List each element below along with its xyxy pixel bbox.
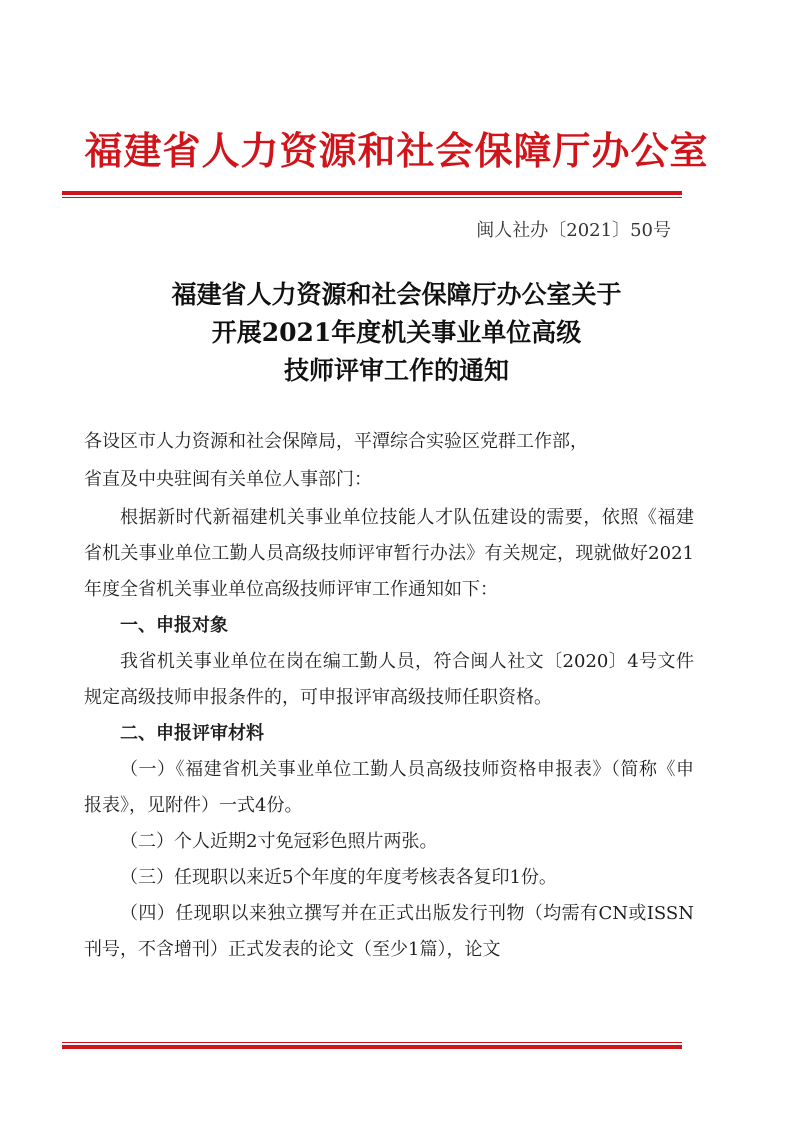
section-2-item-1: （一）《福建省机关事业单位工勤人员高级技师资格申报表》（简称《申报表》，见附件）一式4份。 <box>84 759 694 816</box>
section-1-text: 我省机关事业单位在岗在编工勤人员，符合闽人社文〔2020〕4号文件规定高级技师申报条件的，可申报评审高级技师任职资格。 <box>84 651 694 708</box>
title-line-2: 开展2021年度机关事业单位高级 <box>211 318 582 347</box>
addressee-line-2: 省直及中央驻闽有关单位人事部门： <box>84 469 372 490</box>
document-body <box>84 424 694 968</box>
section-1-heading: 一、申报对象 <box>120 615 228 636</box>
addressee-line-1: 各设区市人力资源和社会保障局，平潭综合实验区党群工作部， <box>84 431 588 452</box>
header-divider <box>62 191 682 198</box>
issuing-office-header: 福建省人力资源和社会保障厅办公室 <box>84 128 709 173</box>
section-2-item-3: （三）任现职以来近5个年度的年度考核表各复印1份。 <box>120 867 557 888</box>
title-line-1: 福建省人力资源和社会保障厅办公室关于 <box>171 280 622 309</box>
document-number: 闽人社办〔2021〕50号 <box>476 220 671 241</box>
title-line-3: 技师评审工作的通知 <box>283 356 509 385</box>
section-2-item-2: （二）个人近期2寸免冠彩色照片两张。 <box>120 831 438 852</box>
document-title <box>0 276 793 390</box>
footer-divider <box>62 1042 682 1049</box>
section-2-heading: 二、申报评审材料 <box>120 723 264 744</box>
section-2-item-4: （四）任现职以来独立撰写并在正式出版发行刊物（均需有CN或ISSN刊号，不含增刊）正式发表的论文（至少1篇），论文 <box>84 903 694 960</box>
intro-paragraph: 根据新时代新福建机关事业单位技能人才队伍建设的需要，依照《福建省机关事业单位工勤人员高级技师评审暂行办法》有关规定，现就做好2021年度全省机关事业单位高级技师评审工作通知如下： <box>84 507 694 600</box>
